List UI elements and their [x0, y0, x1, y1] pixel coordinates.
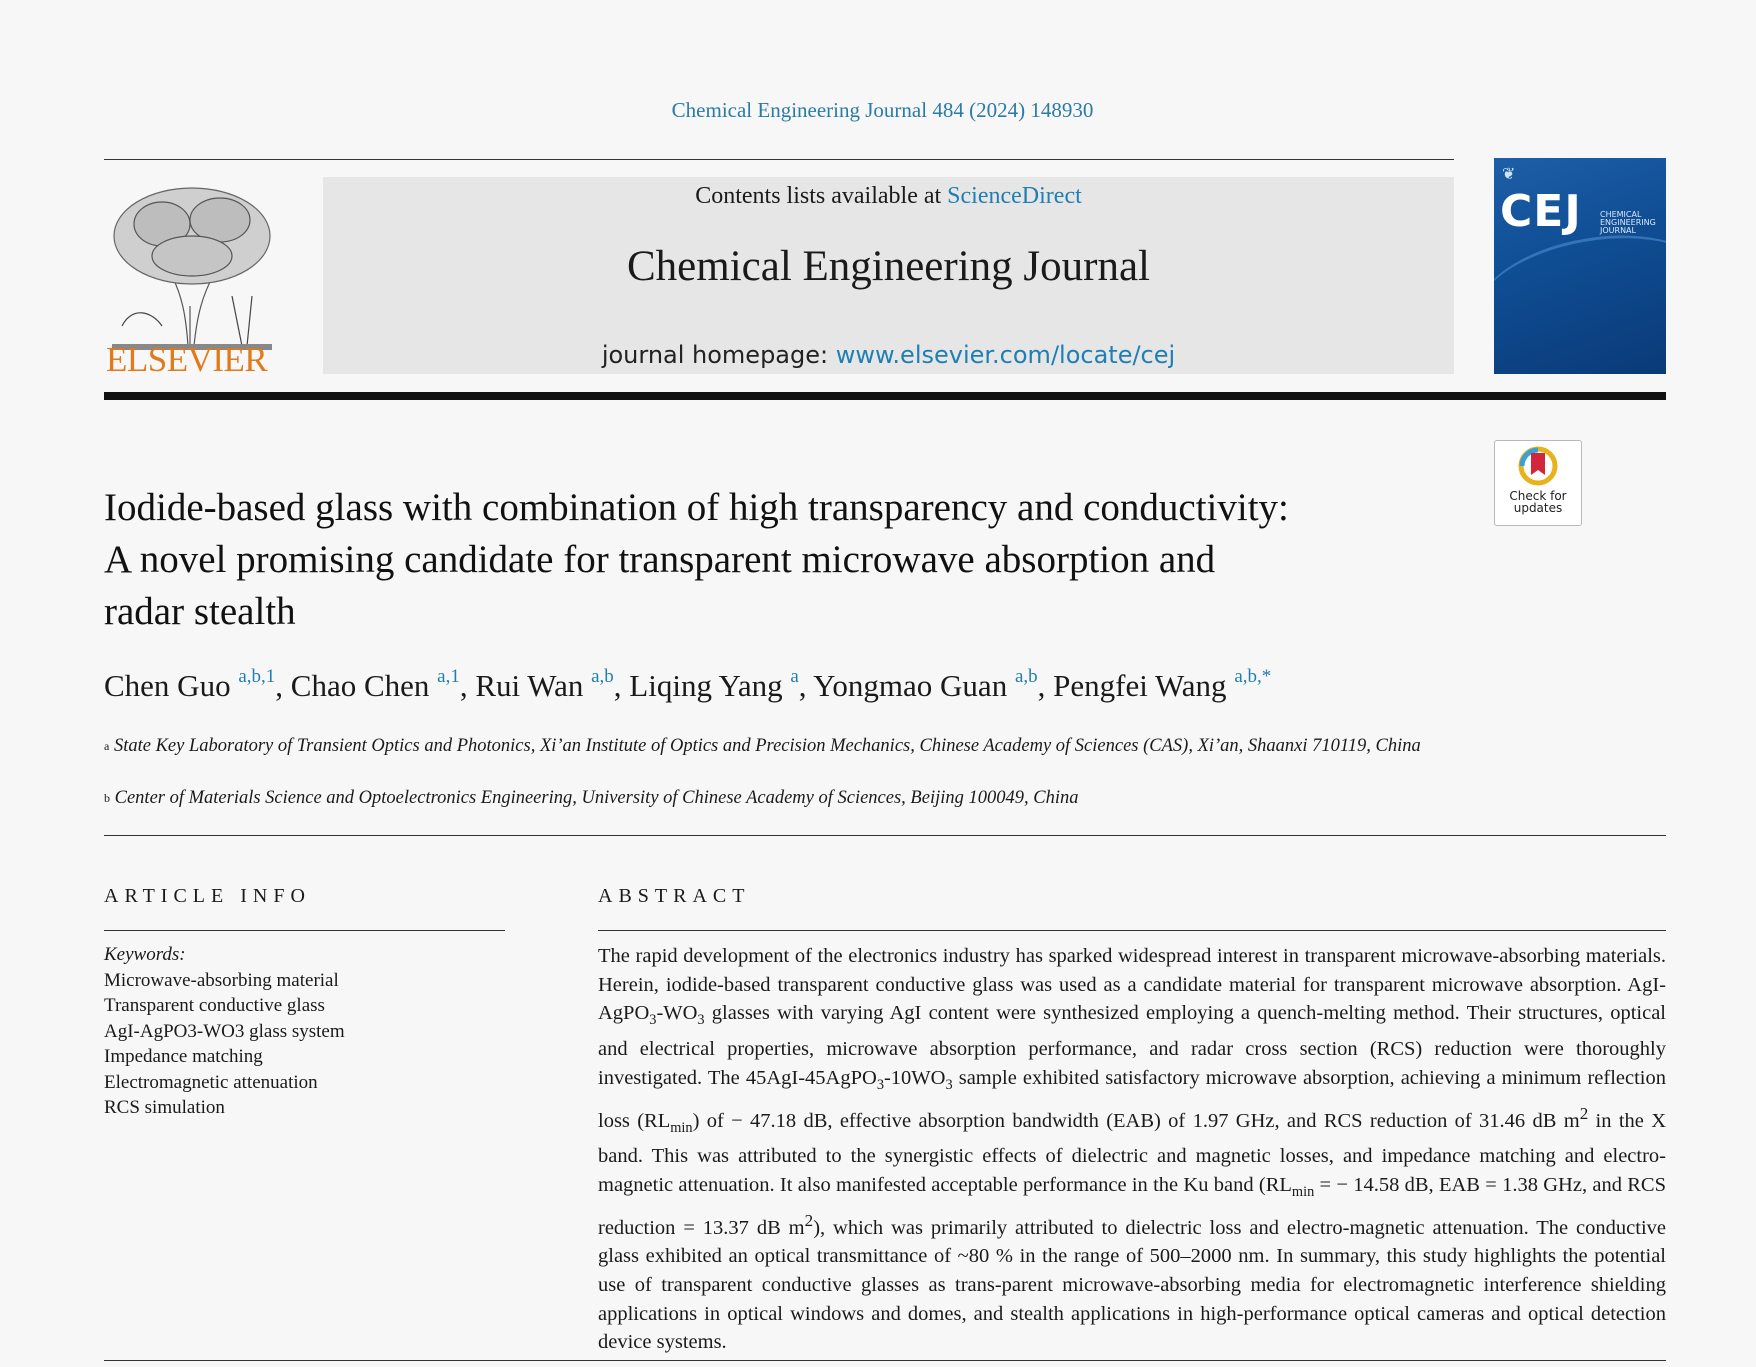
affiliation-text: State Key Laboratory of Transient Optics and Photonics, Xi’an Institute of Optics and Precision Mechanics, Chinese Academy of Sciences (CAS), Xi’an, Shaanxi 710119, China	[113, 736, 1421, 756]
affiliation-mark: b	[104, 791, 110, 805]
header-thick-rule	[104, 392, 1666, 400]
elsevier-wordmark[interactable]: ELSEVIER	[106, 340, 268, 379]
superscript: 2	[804, 1210, 814, 1230]
abstract-text: sample exhibited satisfactory microwave absorption, achieving a minimum reflection loss (RL	[598, 1066, 1666, 1132]
author-name[interactable]: Rui Wan	[475, 668, 584, 703]
cover-subtitle-3: JOURNAL	[1600, 226, 1636, 235]
cover-subtitle-1: CHEMICAL	[1600, 210, 1642, 219]
author-name[interactable]: Liqing Yang	[629, 668, 783, 703]
article-title	[104, 482, 1484, 638]
subscript: 3	[649, 1012, 657, 1029]
affiliation-a	[104, 733, 1504, 759]
author-affil-marks[interactable]: a,b,*	[1234, 666, 1272, 687]
abstract-paragraph	[598, 942, 1666, 1357]
abstract-text: = − 14.58 dB, EAB = 1.38 GHz, and RCS reduction = 13.37 dB m	[598, 1174, 1666, 1239]
subscript: 3	[876, 1077, 884, 1093]
author-name[interactable]: Pengfei Wang	[1053, 668, 1227, 703]
crossmark-line-2: updates	[1513, 501, 1563, 515]
contents-line	[323, 183, 1454, 210]
title-line: A novel promising candidate for transparent microwave absorption and	[104, 538, 1216, 581]
elsevier-emblem-icon: ❦	[1502, 166, 1516, 183]
crossmark-label	[1495, 490, 1581, 514]
title-line: Iodide-based glass with combination of high transparency and conductivity:	[104, 486, 1289, 529]
author-affil-marks[interactable]: a,b,1	[238, 666, 276, 687]
subscript: min	[1291, 1184, 1315, 1201]
journal-cover[interactable]	[1494, 158, 1666, 374]
subscript: min	[670, 1119, 693, 1136]
author-name[interactable]: Yongmao Guan	[813, 668, 1008, 703]
subscript: 3	[697, 1012, 705, 1029]
abstract-heading: ABSTRACT	[598, 885, 751, 907]
keyword-item: Electromagnetic attenuation	[104, 1071, 318, 1093]
crossmark-line-1: Check for	[1509, 489, 1567, 503]
abstract-text: ), which was primarily attributed to dielectric loss and electro-magnetic attenuation. The conductive glass exhibited an optical transmittance of ~80 % in the range of 500–2000 nm. In summary, this study highlights the potential use of transparent conductive glasses as trans-parent microwave-absorbing media for electromagnetic interference shielding applications in optical windows and domes, and stealth applications in high-performance optical cameras and optical detection device systems.	[598, 1216, 1666, 1354]
homepage-link[interactable]: www.elsevier.com/locate/cej	[835, 341, 1176, 369]
article-info-rule	[104, 930, 505, 931]
cover-acronym: CEJ	[1500, 186, 1582, 237]
abstract-text: The rapid development of the electronics industry has sparked widespread interest in transparent microwave-absorbing materials. Herein, iodide-based transparent conductive glass was used as a candidate material for transparent microwave absorption. AgI-AgPO	[598, 945, 1666, 1025]
journal-name: Chemical Engineering Journal	[626, 243, 1150, 290]
abstract-text: glasses with varying AgI content were synthesized employing a quench-melting method. Their structures, optical and electrical properties, microwave absorption performance, and radar cross section (RCS) reduction were thoroughly investigated. The 45AgI-45AgPO	[598, 1002, 1666, 1089]
affiliation-text: Center of Materials Science and Optoelectronics Engineering, University of Chinese Academy of Sciences, Beijing 100049, China	[114, 788, 1079, 808]
section-rule	[104, 835, 1666, 836]
bottom-rule	[104, 1360, 1666, 1361]
keyword-item: AgI-AgPO3-WO3 glass system	[104, 1020, 345, 1042]
journal-citation[interactable]: Chemical Engineering Journal 484 (2024) 148930	[671, 98, 1094, 122]
journal-banner	[323, 177, 1454, 374]
keyword-item: Impedance matching	[104, 1046, 263, 1067]
abstract-body	[598, 942, 1666, 1357]
title-line: radar stealth	[104, 590, 296, 633]
keywords-list	[104, 942, 345, 1121]
author-affil-marks[interactable]: a,1	[437, 666, 460, 687]
cover-subtitle	[1600, 211, 1656, 235]
affiliation-b	[104, 785, 1504, 811]
author-affil-marks[interactable]: a,b	[1014, 666, 1038, 687]
check-for-updates-button[interactable]	[1494, 440, 1582, 526]
superscript: 2	[1579, 1103, 1589, 1123]
keyword-item: Microwave-absorbing material	[104, 969, 339, 991]
cover-swoosh	[1494, 218, 1666, 374]
author-affil-marks[interactable]: a	[790, 666, 799, 687]
affiliation-mark: a	[104, 739, 110, 753]
author-name[interactable]: Chen Guo	[104, 668, 231, 703]
abstract-rule	[598, 930, 1666, 931]
subscript: 3	[945, 1077, 953, 1093]
contents-prefix: Contents lists available at	[695, 183, 948, 209]
journal-homepage	[323, 341, 1454, 369]
keyword-item: Transparent conductive glass	[104, 995, 325, 1016]
abstract-text: -10WO	[883, 1066, 946, 1089]
abstract-text: -WO	[656, 1002, 698, 1025]
author-name[interactable]: Chao Chen	[290, 668, 430, 703]
article-info-heading: ARTICLE INFO	[104, 885, 311, 907]
keywords-label: Keywords:	[104, 944, 186, 965]
cover-subtitle-2: ENGINEERING	[1600, 218, 1656, 227]
author-affil-marks[interactable]: a,b	[591, 666, 614, 687]
header-rule	[104, 159, 1454, 160]
abstract-text: in the X band. This was attributed to the synergistic effects of dielectric and magnetic losses, and impedance matching and electro-magnetic attenuation. It also manifested acceptable performance in the Ku band (RL	[598, 1109, 1666, 1197]
homepage-label: journal homepage:	[601, 341, 836, 369]
author-list: Chen Guo $^{a,b,1}$, Chao Chen $^{a,1}$, Rui Wan $^{a,b}$, Liqing Yang $^a$, Yongmao Guan $^{a,b}$, Pengfei Wang $^{a,b,*}$	[104, 666, 1272, 703]
crossmark-icon	[1517, 445, 1559, 487]
sciencedirect-link[interactable]: ScienceDirect	[947, 183, 1082, 209]
abstract-text: ) of − 47.18 dB, effective absorption bandwidth (EAB) of 1.97 GHz, and RCS reduction of 31.46 dB m	[692, 1109, 1580, 1132]
keyword-item: RCS simulation	[104, 1097, 225, 1118]
